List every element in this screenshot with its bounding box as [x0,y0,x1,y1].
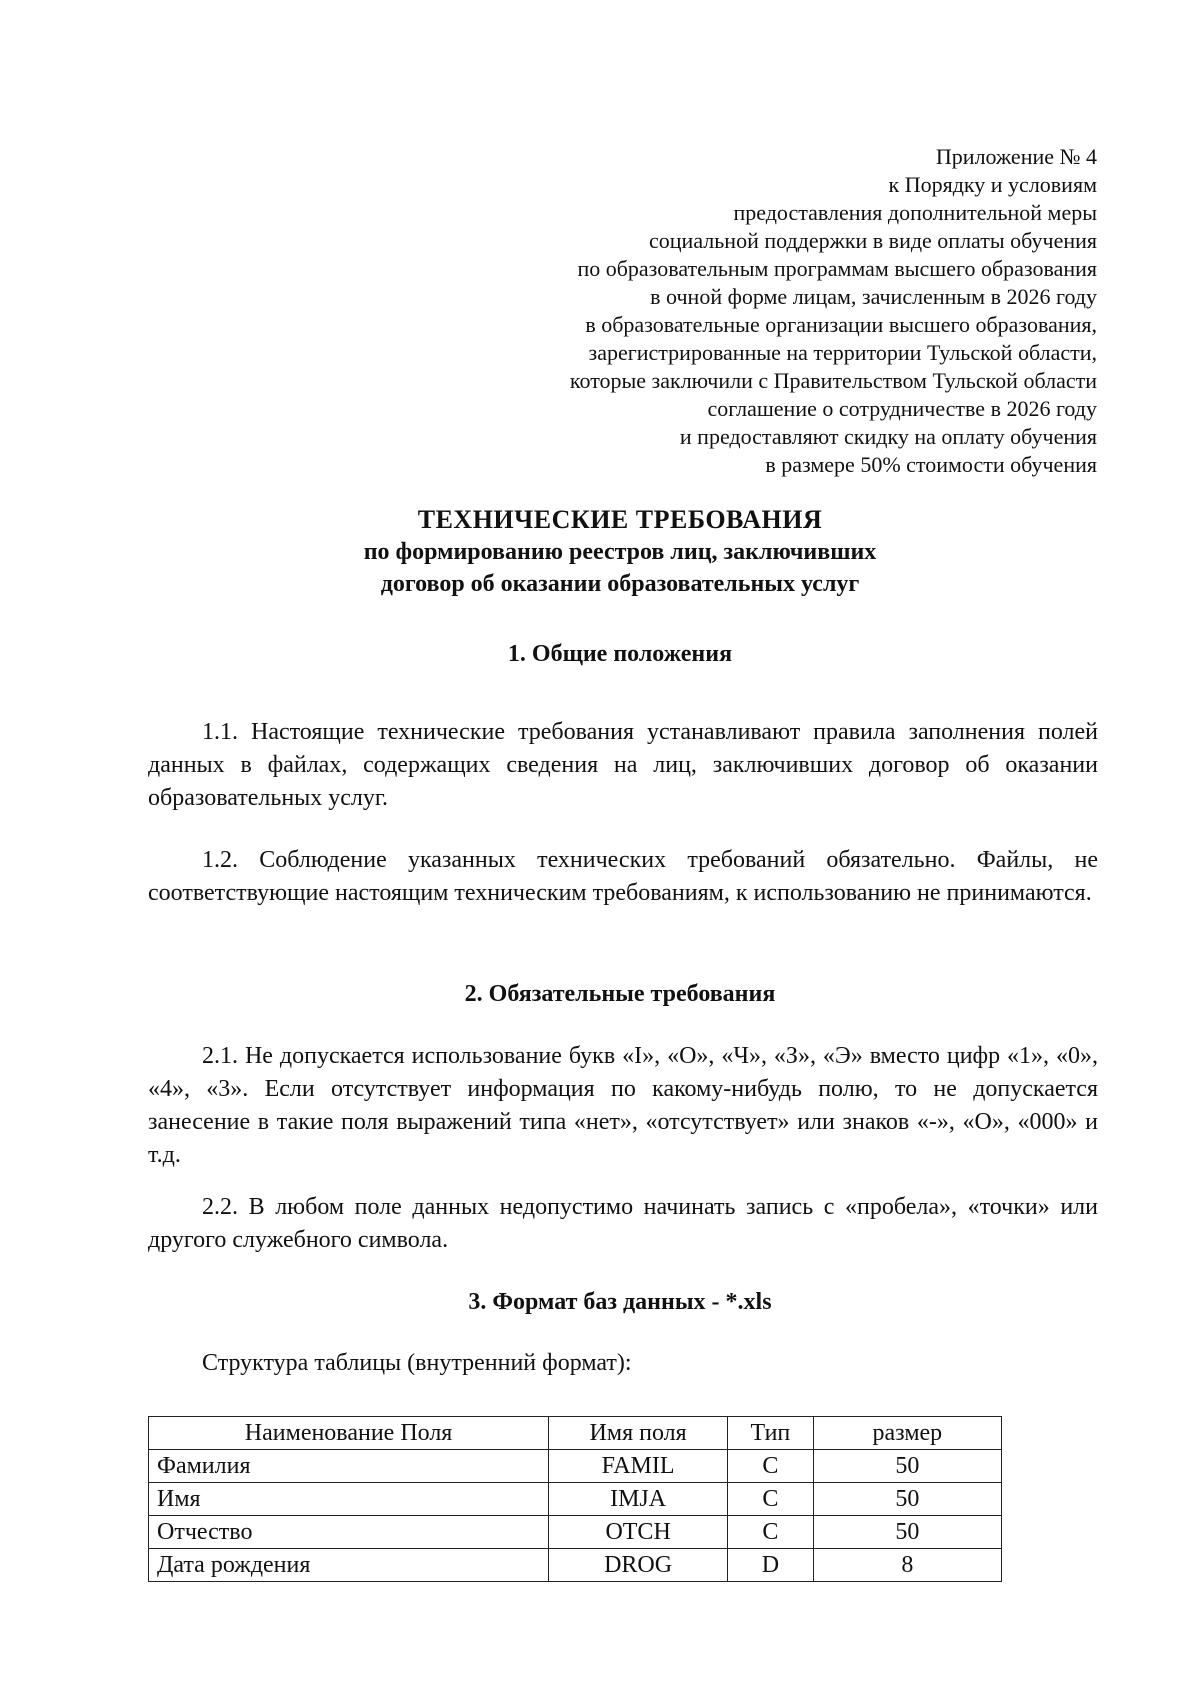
paragraph-2-1: 2.1. Не допускается использование букв «I», «О», «Ч», «З», «Э» вместо цифр «1», «0», «4», «3». Если отсутствует информация по какому-нибудь полю, то не допускается занесение в такие поля выражений типа «нет», «отсутствует» или знаков «-», «О», «000» и т.д. [148,1043,1098,1168]
cell-field-type: C [728,1483,814,1516]
annex-line: в образовательные организации высшего образования, [585,312,1097,337]
annex-line: в очной форме лицам, зачисленным в 2026 году [650,284,1097,309]
title-sub-line-1: по формированию реестров лиц, заключивших [363,539,877,565]
cell-field-type: C [728,1450,814,1483]
table-row [149,1450,1002,1483]
cell-field-code: IMJA [549,1483,728,1516]
annex-line: по образовательным программам высшего образования [577,256,1097,281]
cell-field-code: DROG [549,1549,728,1582]
annex-line: Приложение № 4 [935,144,1097,169]
annex-line: в размере 50% стоимости обучения [765,452,1097,477]
table-row [149,1516,1002,1549]
annex-line: зарегистрированные на территории Тульской области, [588,340,1097,365]
paragraph-1-1: 1.1. Настоящие технические требования устанавливают правила заполнения полей данных в файлах, содержащих сведения на лиц, заключивших договор об оказании образовательных услуг. [148,719,1098,811]
section-3-heading: 3. Формат баз данных - *.xls [468,1289,772,1315]
title-main: ТЕХНИЧЕСКИЕ ТРЕБОВАНИЯ [417,505,823,534]
section-2-heading: 2. Обязательные требования [464,981,776,1007]
table-row [149,1483,1002,1516]
header-field-type: Тип [728,1417,814,1450]
annex-line: соглашение о сотрудничестве в 2026 году [707,396,1097,421]
annex-line: которые заключили с Правительством Тульской области [569,368,1097,393]
header-field-size: размер [813,1417,1001,1450]
cell-field-size: 8 [813,1549,1001,1582]
cell-field-code: FAMIL [549,1450,728,1483]
annex-line: и предоставляют скидку на оплату обучения [679,424,1097,449]
cell-field-size: 50 [813,1516,1001,1549]
annex-line: к Порядку и условиям [888,172,1097,197]
cell-field-name: Отчество [149,1516,549,1549]
header-field-name: Наименование Поля [149,1417,549,1450]
fields-table [148,1416,1002,1582]
section-1-heading: 1. Общие положения [507,641,733,667]
cell-field-type: C [728,1516,814,1549]
annex-block [337,143,1097,479]
paragraph-2-2: 2.2. В любом поле данных недопустимо начинать запись с «пробела», «точки» или другого служебного символа. [148,1194,1098,1253]
header-field-code: Имя поля [549,1417,728,1450]
annex-line: социальной поддержки в виде оплаты обучения [649,228,1097,253]
cell-field-name: Фамилия [149,1450,549,1483]
cell-field-size: 50 [813,1483,1001,1516]
table-header-row [149,1417,1002,1450]
cell-field-size: 50 [813,1450,1001,1483]
paragraph-1-2: 1.2. Соблюдение указанных технических требований обязательно. Файлы, не соответствующие настоящим техническим требованиям, к использованию не принимаются. [148,847,1098,906]
cell-field-type: D [728,1549,814,1582]
cell-field-name: Имя [149,1483,549,1516]
table-intro: Структура таблицы (внутренний формат): [202,1350,632,1376]
annex-line: предоставления дополнительной меры [733,200,1097,225]
table-row [149,1549,1002,1582]
title-sub-line-2: договор об оказании образовательных услуг [380,571,860,597]
document-title [0,504,1200,600]
cell-field-name: Дата рождения [149,1549,549,1582]
cell-field-code: OTCH [549,1516,728,1549]
